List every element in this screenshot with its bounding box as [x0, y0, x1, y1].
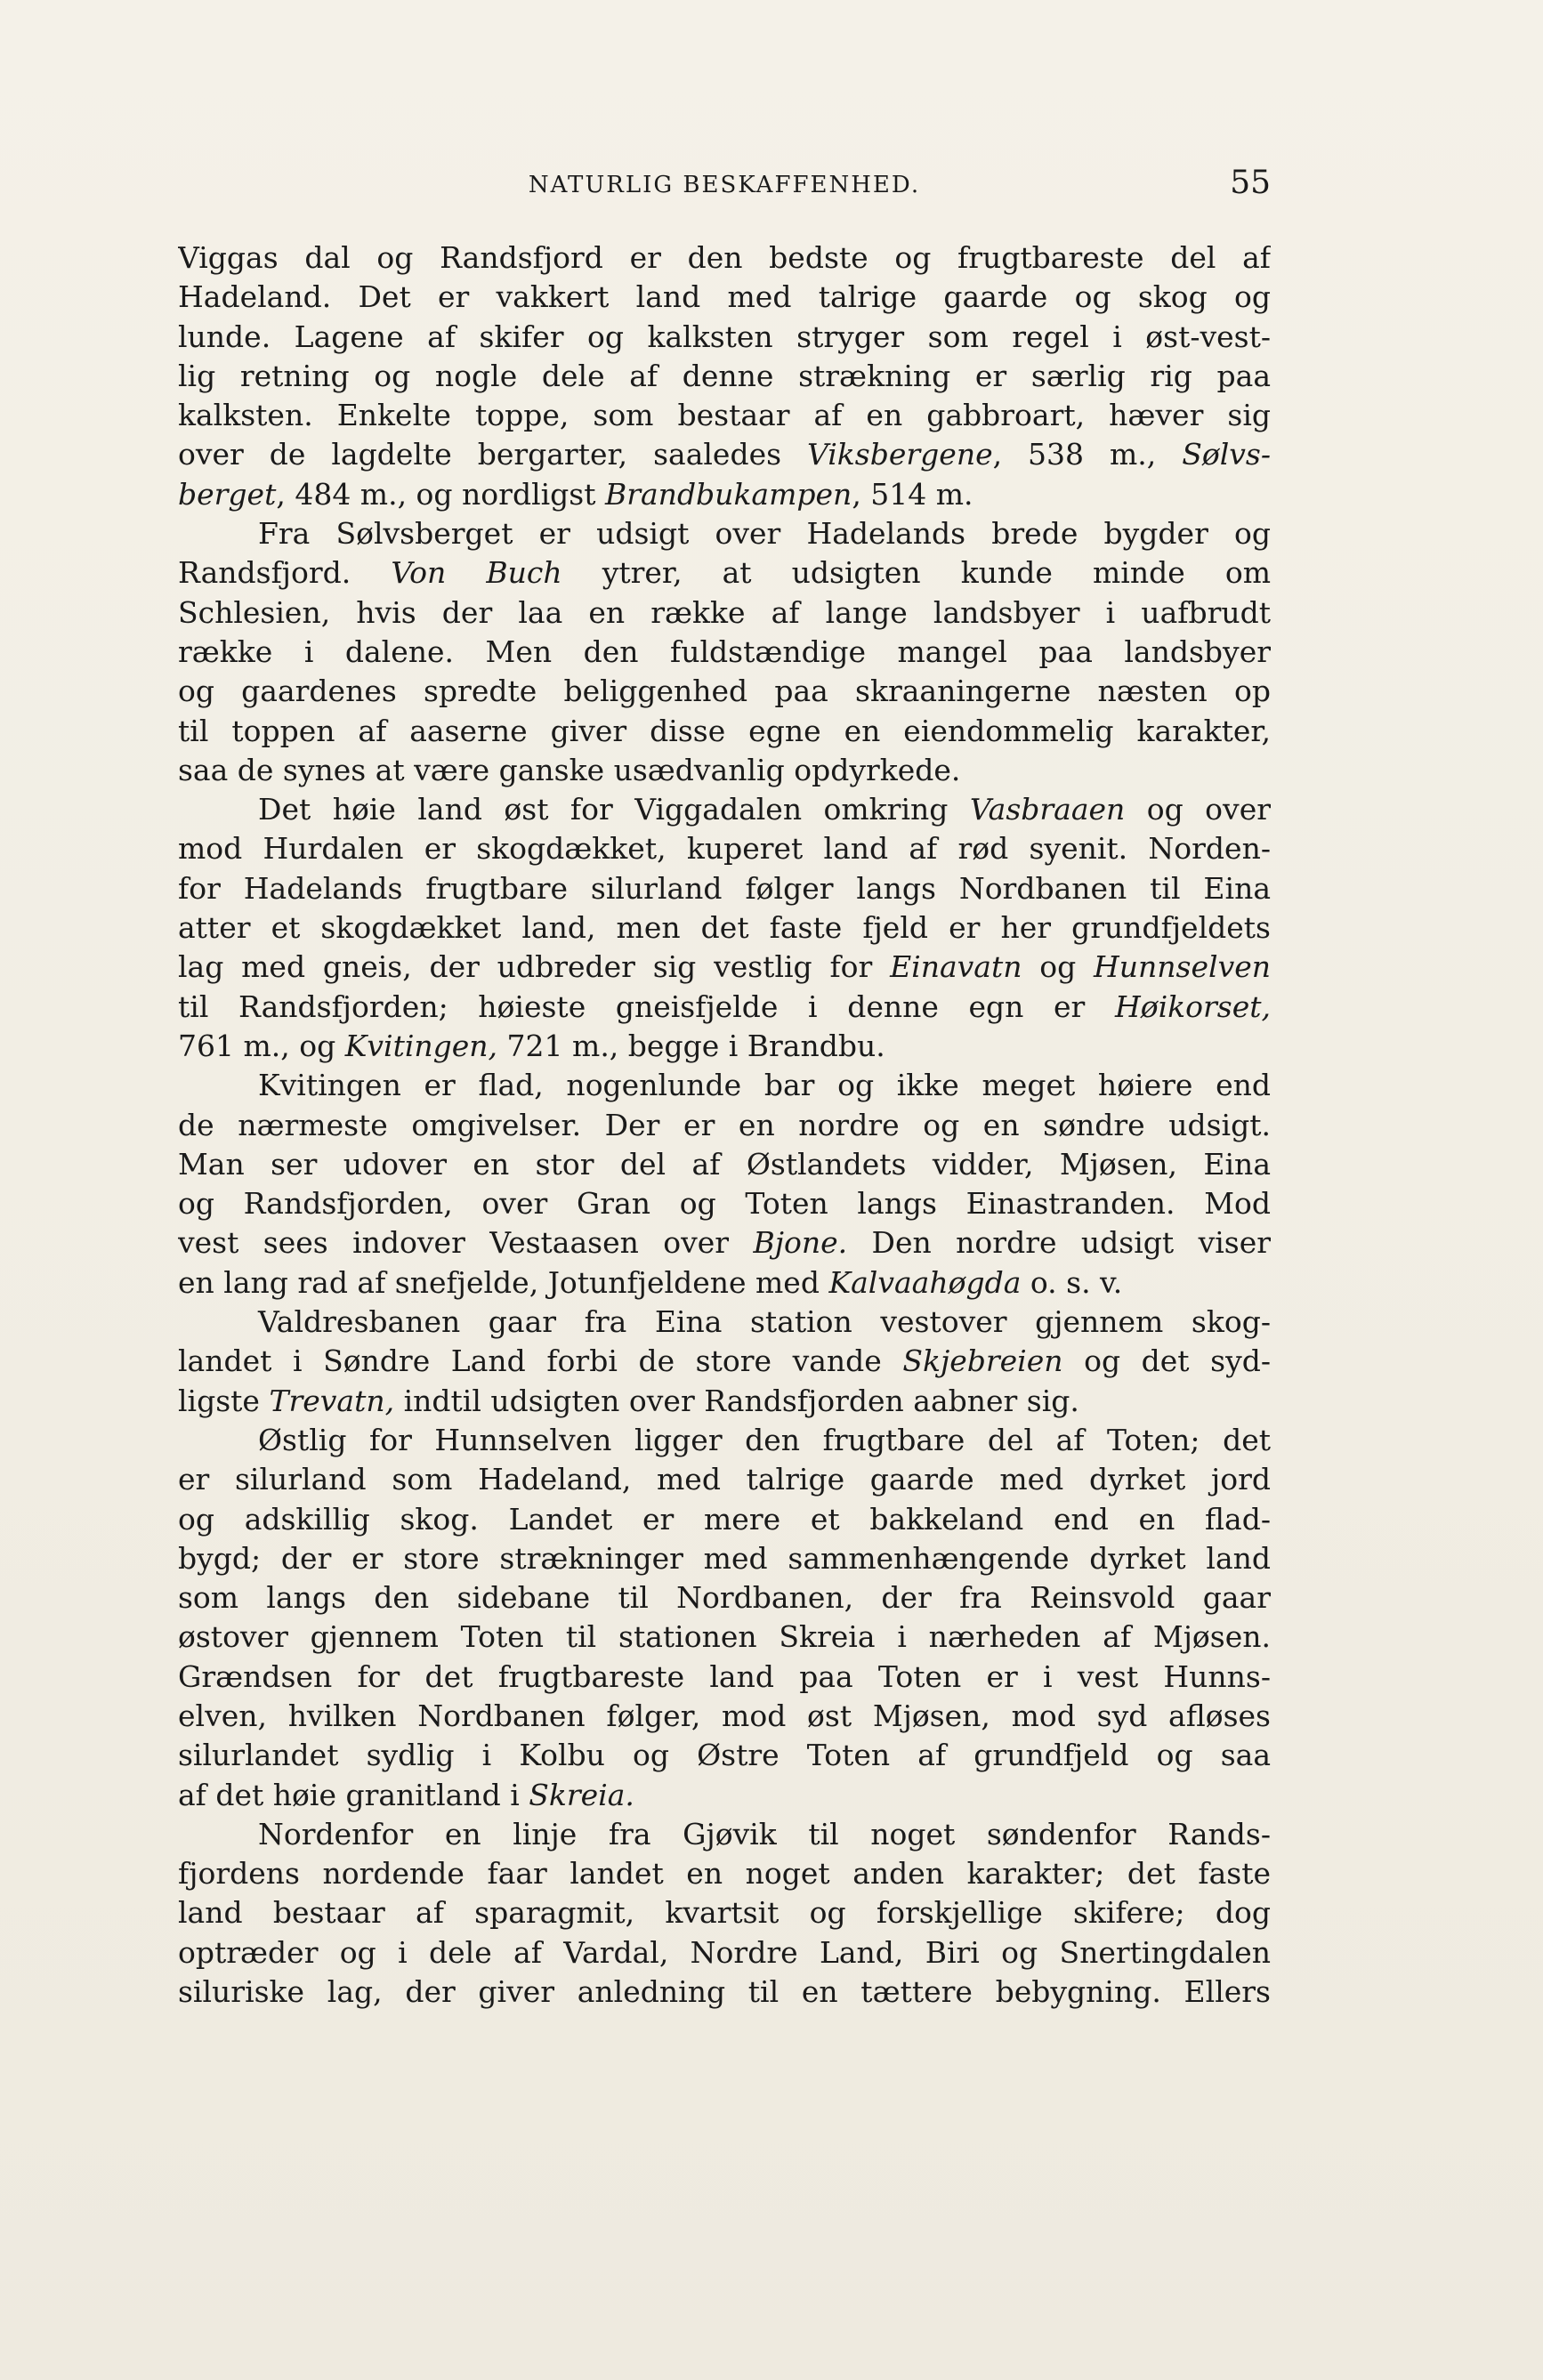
text-line: Østlig for Hunnselven ligger den frugtbare del af Toten; det [258, 1422, 1271, 1457]
text-line: kalksten. Enkelte toppe, som bestaar af en gabbroart, hæver sig [178, 398, 1271, 433]
text-segment: 761 m., og [178, 1028, 345, 1063]
text-segment: lag med gneis, der udbreder sig vestlig for [178, 949, 891, 985]
text-line: optræder og i dele af Vardal, Nordre Land, Biri og Snertingdalen [178, 1934, 1271, 1970]
text-line [178, 948, 1271, 987]
text-line: atter et skogdækket land, men det faste fjeld er her grundfjeldets [178, 910, 1271, 946]
page-header [178, 165, 1271, 207]
text-line: og Randsfjorden, over Gran og Toten langs Einastranden. Mod [178, 1186, 1271, 1222]
text-line [178, 988, 1271, 1027]
italic-term: Høikorset, [1114, 988, 1271, 1024]
text-line: som langs den sidebane til Nordbanen, der fra Reinsvold gaar [178, 1580, 1271, 1616]
text-line [178, 790, 1271, 829]
italic-term: Bjone. [753, 1225, 848, 1261]
italic-term: Von Buch [391, 555, 562, 591]
text-line: de nærmeste omgivelser. Der er en nordre og en søndre udsigt. [178, 1107, 1271, 1142]
text-line [178, 475, 1271, 514]
text-line: Valdresbanen gaar fra Eina station vestover gjennem skog- [258, 1304, 1271, 1340]
text-line [178, 1263, 1271, 1303]
running-head: NATURLIG BESKAFFENHED. [528, 172, 921, 198]
text-segment: 721 m., begge i Brandbu. [497, 1028, 885, 1063]
text-segment: , 538 m., [992, 437, 1183, 472]
text-segment: og [1022, 949, 1095, 985]
italic-term: Kalvaahøgda [828, 1264, 1022, 1300]
text-line: fjordens nordende faar landet en noget anden karakter; det faste [178, 1856, 1271, 1892]
text-line [178, 1776, 1271, 1815]
page-number: 55 [1230, 165, 1271, 201]
text-line: elven, hvilken Nordbanen følger, mod øst Mjøsen, mod syd afløses [178, 1698, 1271, 1733]
text-line [178, 1382, 1271, 1421]
text-line [178, 1027, 1271, 1066]
text-line: silurlandet sydlig i Kolbu og Østre Toten af grundfjeld og saa [178, 1738, 1271, 1773]
text-segment: og det syd- [1062, 1343, 1271, 1379]
text-line: Nordenfor en linje fra Gjøvik til noget søndenfor Rands- [258, 1816, 1271, 1852]
text-line: række i dalene. Men den fuldstændige mangel paa landsbyer [178, 633, 1271, 669]
text-line: og gaardenes spredte beliggenhed paa skraaningerne næsten op [178, 674, 1271, 709]
italic-term: Skreia. [529, 1777, 634, 1812]
italic-term: Skjebreien [902, 1343, 1063, 1379]
text-line: og adskillig skog. Landet er mere et bakkeland end en flad- [178, 1501, 1271, 1537]
italic-term: Kvitingen, [344, 1028, 498, 1063]
text-line [178, 1223, 1271, 1263]
text-line: Kvitingen er flad, nogenlunde bar og ikke meget høiere end [258, 1068, 1271, 1103]
text-segment: ligste [178, 1383, 270, 1418]
text-line: østover gjennem Toten til stationen Skreia i nærheden af Mjøsen. [178, 1619, 1271, 1655]
italic-term: Trevatn, [269, 1383, 395, 1418]
text-line: Grændsen for det frugtbareste land paa Toten er i vest Hunns- [178, 1658, 1271, 1694]
text-line [178, 553, 1271, 593]
text-line: Schlesien, hvis der laa en række af lange landsbyer i uafbrudt [178, 594, 1271, 630]
text-segment: , 484 m., og nordligst [276, 476, 605, 512]
text-line: Hadeland. Det er vakkert land med talrige gaarde og skog og [178, 279, 1271, 315]
text-segment: og over [1125, 792, 1271, 827]
text-line: siluriske lag, der giver anledning til en tættere bebygning. Ellers [178, 1974, 1271, 2010]
text-line: til toppen af aaserne giver disse egne en eiendommelig karakter, [178, 713, 1271, 748]
text-line: bygd; der er store strækninger med sammenhængende dyrket land [178, 1540, 1271, 1576]
text-line: saa de synes at være ganske usædvanlig opdyrkede. [178, 752, 961, 787]
text-segment: o. s. v. [1021, 1264, 1123, 1300]
text-line: er silurland som Hadeland, med talrige gaarde med dyrket jord [178, 1462, 1271, 1497]
italic-term: Vasbraaen [969, 792, 1126, 827]
italic-term: Viksbergene [807, 437, 993, 472]
italic-term: Brandbukampen [604, 476, 852, 512]
text-segment: Randsfjord. [178, 555, 392, 591]
text-segment: af det høie granitland i [178, 1777, 529, 1812]
text-segment: Den nordre udsigt viser [847, 1225, 1271, 1261]
text-segment: landet i Søndre Land forbi de store vande [178, 1343, 903, 1379]
text-segment: , 514 m. [852, 476, 973, 512]
text-segment: Det høie land øst for Viggadalen omkring [258, 792, 970, 827]
italic-term: berget [178, 476, 277, 512]
text-line [178, 435, 1271, 474]
text-segment: til Randsfjorden; høieste gneisfjelde i denne egn er [178, 988, 1115, 1024]
text-line: lig retning og nogle dele af denne strækning er særlig rig paa [178, 358, 1271, 393]
text-line: land bestaar af sparagmit, kvartsit og forskjellige skifere; dog [178, 1895, 1271, 1931]
text-line: mod Hurdalen er skogdækket, kuperet land af rød syenit. Norden- [178, 831, 1271, 867]
italic-term: Hunnselven [1094, 949, 1271, 985]
text-segment: en lang rad af snefjelde, Jotunfjeldene med [178, 1264, 829, 1300]
text-segment: over de lagdelte bergarter, saaledes [178, 437, 807, 472]
text-line: Man ser udover en stor del af Østlandets vidder, Mjøsen, Eina [178, 1146, 1271, 1182]
text-line: Viggas dal og Randsfjord er den bedste og frugtbareste del af [178, 240, 1271, 275]
body-text [178, 238, 1271, 2012]
text-line: Fra Sølvsberget er udsigt over Hadelands brede bygder og [258, 516, 1271, 552]
italic-term: Einavatn [890, 949, 1022, 985]
text-line [178, 1342, 1271, 1381]
text-segment: indtil udsigten over Randsfjorden aabner sig. [394, 1383, 1079, 1418]
text-segment: ytrer, at udsigten kunde minde om [561, 555, 1271, 591]
text-line: lunde. Lagene af skifer og kalksten stryger som regel i øst-vest- [178, 319, 1271, 354]
italic-term: Sølvs- [1182, 437, 1271, 472]
text-segment: vest sees indover Vestaasen over [178, 1225, 754, 1261]
text-line: for Hadelands frugtbare silurland følger langs Nordbanen til Eina [178, 870, 1271, 906]
